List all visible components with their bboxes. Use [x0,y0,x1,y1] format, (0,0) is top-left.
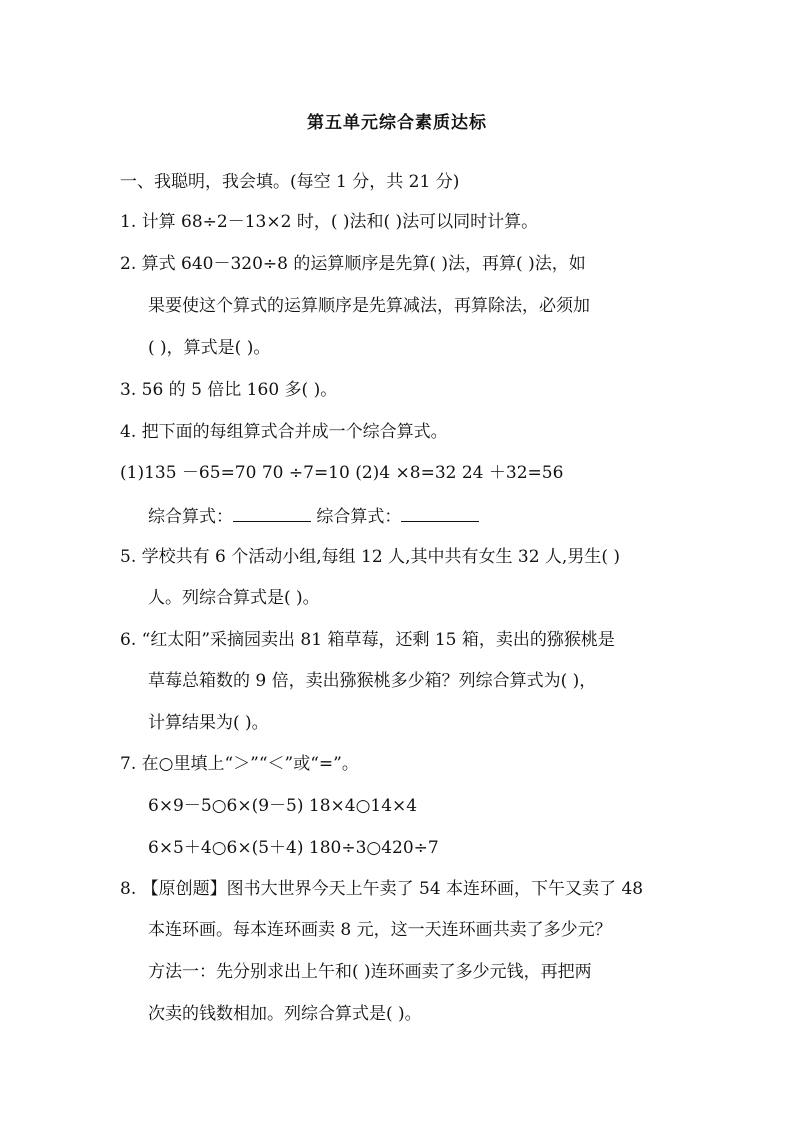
answer-blank-1[interactable] [233,503,311,522]
question-7-line-1: 7. 在○里填上“＞”“＜”或“=”。 [120,754,359,774]
section-heading: 一、我聪明，我会填。(每空 1 分，共 21 分) [120,172,460,192]
question-6-line-1: 6. “红太阳”采摘园卖出 81 箱草莓，还剩 15 箱，卖出的猕猴桃是 [120,630,615,650]
question-7-line-3: 6×5＋4○6×(5＋4) 180÷3○420÷7 [148,838,439,858]
page-title: 第五单元综合素质达标 [307,113,487,133]
question-6-line-3: 计算结果为( )。 [148,713,269,733]
question-4-answer-row [148,503,479,529]
question-2-line-2: 果要使这个算式的运算顺序是先算减法，再算除法，必须加 [148,296,590,316]
question-8-line-4: 次卖的钱数相加。列综合算式是( )。 [148,1004,422,1024]
answer-label-1: 综合算式： [148,507,233,527]
question-2-line-1: 2. 算式 640－320÷8 的运算顺序是先算( )法，再算( )法，如 [120,254,586,274]
question-4-line-2: (1)135 －65=70 70 ÷7=10 (2)4 ×8=32 24 ＋32=56 [120,463,564,483]
answer-label-2: 综合算式： [316,507,402,527]
question-8-line-1: 8. 【原创题】图书大世界今天上午卖了 54 本连环画，下午又卖了 48 [120,879,644,899]
question-8-line-2: 本连环画。每本连环画卖 8 元，这一天连环画共卖了多少元？ [148,920,612,940]
question-6-line-2: 草莓总箱数的 9 倍，卖出猕猴桃多少箱？列综合算式为( )， [148,671,597,691]
question-5-line-1: 5. 学校共有 6 个活动小组,每组 12 人,其中共有女生 32 人,男生( ) [120,547,621,567]
question-7-line-2: 6×9－5○6×(9－5) 18×4○14×4 [148,796,418,816]
question-5-line-2: 人。列综合算式是( )。 [148,588,320,608]
question-4-line-1: 4. 把下面的每组算式合并成一个综合算式。 [120,422,448,442]
question-1: 1. 计算 68÷2－13×2 时，( )法和( )法可以同时计算。 [120,212,539,232]
question-3: 3. 56 的 5 倍比 160 多( )。 [120,380,338,400]
question-8-line-3: 方法一：先分别求出上午和( )连环画卖了多少元钱，再把两 [148,962,592,982]
question-2-line-3: ( )，算式是( )。 [148,338,271,358]
answer-blank-2[interactable] [401,503,479,522]
